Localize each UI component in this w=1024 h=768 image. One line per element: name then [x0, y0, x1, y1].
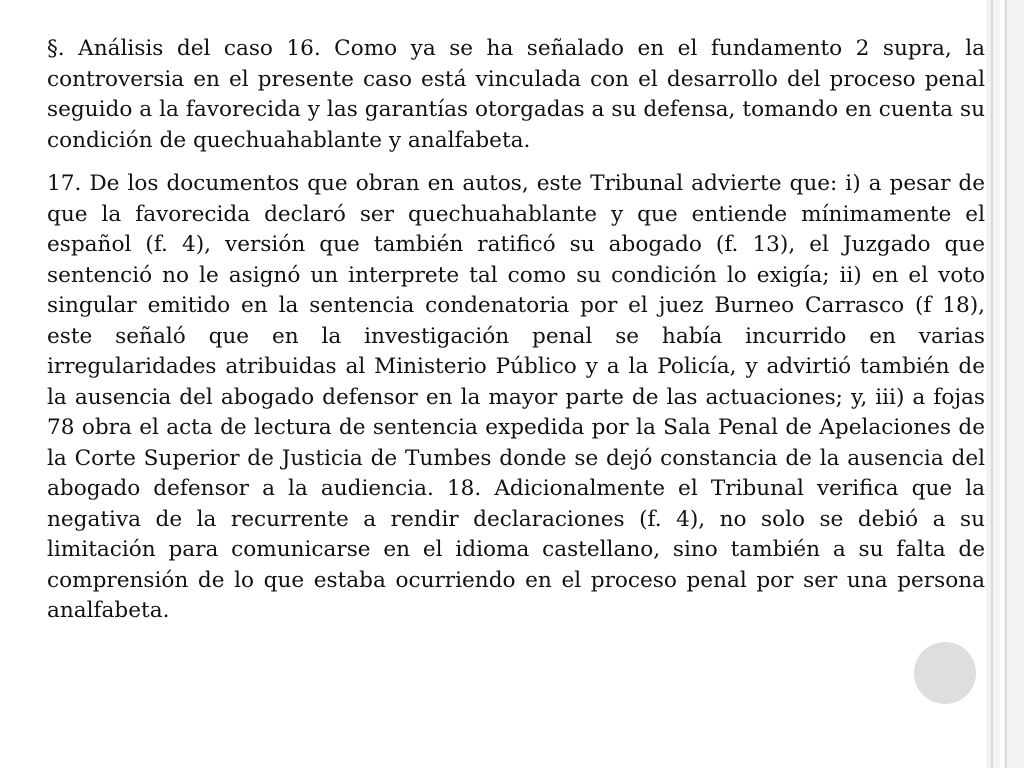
right-border-line — [991, 0, 993, 768]
slide-body — [47, 34, 985, 640]
right-border-gap — [1000, 0, 1004, 768]
decorative-circle — [914, 642, 976, 704]
paragraph-17-18: 17. De los documentos que obran en autos, este Tribunal advierte que: i) a pesar de que la favorecida declaró ser quechuahablante y que entiende mínimamente el español (f. 4), versión que también ratificó su abogado (f. 13), el Juzgado que sentenció no le asignó un interprete tal como su condición lo exigía; ii) en el voto singular emitido en la sentencia condenatoria por el juez Burneo Carrasco (f 18), este señaló que en la investigación penal se había incurrido en varias irregularidades atribuidas al Ministerio Público y a la Policía, y advirtió también de la ausencia del abogado defensor en la mayor parte de las actuaciones; y, iii) a fojas 78 obra el acta de lectura de sentencia expedida por la Sala Penal de Apelaciones de la Corte Superior de Justicia de Tumbes donde se dejó constancia de la ausencia del abogado defensor a la audiencia. 18. Adicionalmente el Tribunal verifica que la negativa de la recurrente a rendir declaraciones (f. 4), no solo se debió a su limitación para comunicarse en el idioma castellano, sino también a su falta de comprensión de lo que estaba ocurriendo en el proceso penal por ser una persona analfabeta. — [47, 171, 985, 623]
right-border-line — [1005, 0, 1007, 768]
paragraph-analysis-case-16: §. Análisis del caso 16. Como ya se ha señalado en el fundamento 2 supra, la controversia en el presente caso está vinculada con el desarrollo del proceso penal seguido a la favorecida y las garantías otorgadas a su defensa, tomando en cuenta su condición de quechuahablante y analfabeta. — [47, 36, 985, 153]
